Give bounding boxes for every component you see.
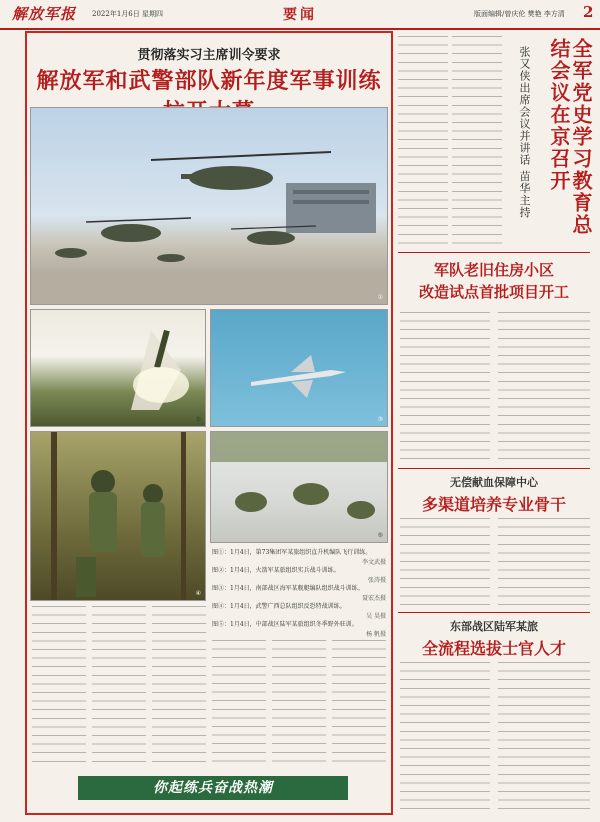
party-history-subhead: 张又侠出席会议并讲话 苗华主持 xyxy=(518,46,531,219)
photo-soldiers-forest xyxy=(30,431,206,601)
divider xyxy=(398,252,590,253)
photo-snow-training xyxy=(210,431,388,543)
lead-body-column-6 xyxy=(332,640,386,769)
fighter-jet-illustration xyxy=(211,310,388,427)
section-title: 要闻 xyxy=(283,7,317,23)
credit-5: 杨 帆摄 xyxy=(366,631,386,638)
photo-number: ② xyxy=(195,416,201,423)
masthead xyxy=(0,0,600,30)
photo-rocket-launch xyxy=(30,309,206,427)
lead-body-column-4 xyxy=(212,640,266,769)
photo-helicopters xyxy=(30,107,388,305)
blood-center-headline: 多渠道培养专业骨干 xyxy=(421,495,566,514)
newspaper-logo: 解放军报 xyxy=(12,5,77,23)
nco-body-1 xyxy=(400,662,490,812)
photo-number: ③ xyxy=(377,416,383,423)
credit-4: 吴 昊摄 xyxy=(366,613,386,620)
lead-body-column-1 xyxy=(32,606,86,769)
divider xyxy=(398,612,590,613)
lead-body-column-5 xyxy=(272,640,326,769)
soldiers-illustration xyxy=(31,432,206,601)
credit-2: 张涛摄 xyxy=(367,577,386,584)
caption-4: 图④：1月4日，武警广西总队组织反恐特战训练。 xyxy=(212,603,346,610)
helicopter-illustration xyxy=(31,108,388,305)
credit-1: 李文武摄 xyxy=(361,559,386,566)
caption-2: 图②：1月4日，火箭军某旅组织实兵战斗训练。 xyxy=(212,567,340,574)
nco-kicker: 东部战区陆军某旅 xyxy=(450,620,538,633)
blood-center-body-2 xyxy=(498,518,590,606)
missile-illustration xyxy=(31,310,206,427)
blood-center-kicker: 无偿献血保障中心 xyxy=(450,476,538,489)
blood-center-body-1 xyxy=(400,518,490,606)
caption-1: 图①：1月4日，第73集团军某旅组织直升机编队飞行训练。 xyxy=(212,549,372,556)
housing-headline-line2: 改造试点首批项目开工 xyxy=(418,283,569,301)
caption-5: 图⑤：1月4日，中部战区陆军某旅组织冬季野外驻训。 xyxy=(212,621,358,628)
photo-captions xyxy=(212,548,386,638)
party-history-body-1 xyxy=(398,36,448,246)
page-number: 2 xyxy=(583,3,594,21)
caption-3: 图③：1月4日，南部战区海军某舰艇编队组织战斗训练。 xyxy=(212,585,364,592)
training-banner: 你起练兵奋战热潮 xyxy=(78,776,348,800)
party-history-headline: 全军党史学习教育总结会议在京召开 xyxy=(547,38,593,236)
party-history-body-2 xyxy=(452,36,502,246)
nco-headline: 全流程选拔士官人才 xyxy=(421,639,566,658)
divider xyxy=(398,468,590,469)
lead-headline: 解放军和武警部队新年度军事训练 xyxy=(36,68,382,94)
lead-body-column-2 xyxy=(92,606,146,769)
housing-body-1 xyxy=(400,312,490,462)
housing-body-2 xyxy=(498,312,590,462)
lead-body-column-3 xyxy=(152,606,206,769)
lead-kicker: 贯彻落实习主席训令要求 xyxy=(137,48,281,63)
editor-credits: 版面编辑/曾庆伦 樊艳 李方清 xyxy=(474,10,565,18)
photo-number: ⑤ xyxy=(377,532,383,539)
nco-body-2 xyxy=(498,662,590,812)
photo-number: ④ xyxy=(195,590,201,597)
issue-date: 2022年1月6日 星期四 xyxy=(92,10,163,18)
photo-number: ① xyxy=(377,294,383,301)
housing-headline-line1: 军队老旧住房小区 xyxy=(433,261,554,279)
photo-fighter-jet xyxy=(210,309,388,427)
snow-soldiers-illustration xyxy=(211,432,388,543)
credit-3: 聂宏杰摄 xyxy=(361,595,386,602)
